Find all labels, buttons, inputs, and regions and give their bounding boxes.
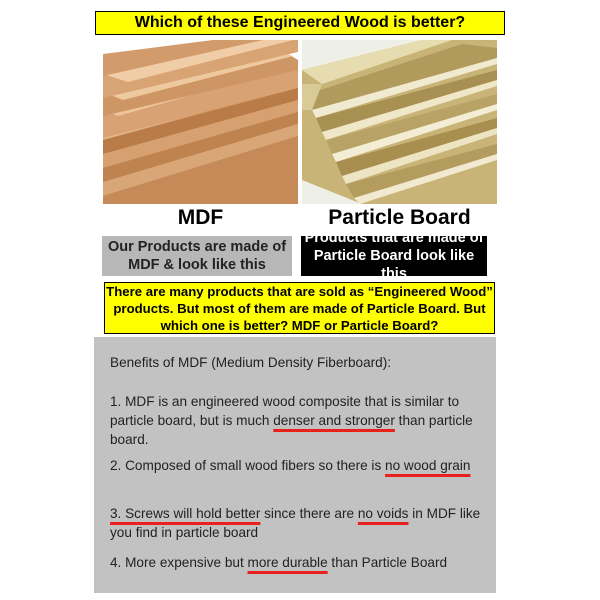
benefit-3-highlight-2: no voids — [357, 506, 409, 521]
benefit-1-text: 1. MDF is an engineered wood composite that is similar to particle board, but is much — [110, 394, 460, 428]
comparison-notice: There are many products that are sold as “Engineered Wood” products. But most of them are made of Particle Board. But which one is better? MDF or Particle Board? — [104, 282, 495, 334]
benefit-2-text: 2. Composed of small wood fibers so there is — [110, 458, 386, 473]
benefit-4-tail: than Particle Board — [327, 555, 448, 570]
particle-board-image — [302, 40, 497, 204]
mdf-caption: Our Products are made of MDF & look like this — [102, 236, 292, 276]
benefits-panel — [94, 337, 496, 593]
mdf-label: MDF — [177, 206, 224, 229]
particle-board-caption: Products that are made of Particle Board look like this — [301, 236, 487, 276]
benefit-4-text: 4. More expensive but — [110, 555, 248, 570]
mdf-boards-image — [103, 40, 298, 204]
benefit-item-4 — [110, 553, 490, 572]
particle-board-photo — [302, 40, 497, 204]
benefit-item-3 — [110, 504, 490, 542]
benefit-item-2 — [110, 456, 490, 475]
benefit-2-highlight: no wood grain — [385, 458, 471, 473]
particle-board-label: Particle Board — [328, 206, 471, 229]
benefit-4-highlight: more durable — [247, 555, 328, 570]
benefit-1-tail: than particle board. — [110, 413, 473, 447]
benefit-1-highlight: denser and stronger — [273, 413, 395, 428]
benefit-3-tail: in MDF like you find in particle board — [110, 506, 481, 540]
benefit-item-1 — [110, 392, 490, 449]
mdf-photo — [103, 40, 298, 204]
page-title: Which of these Engineered Wood is better? — [134, 14, 466, 31]
benefits-heading: Benefits of MDF (Medium Density Fiberboard): — [110, 355, 392, 370]
benefit-3-highlight: 3. Screws will hold better — [110, 506, 261, 521]
page-title-banner — [95, 11, 505, 35]
benefit-3-text: since there are — [260, 506, 358, 521]
